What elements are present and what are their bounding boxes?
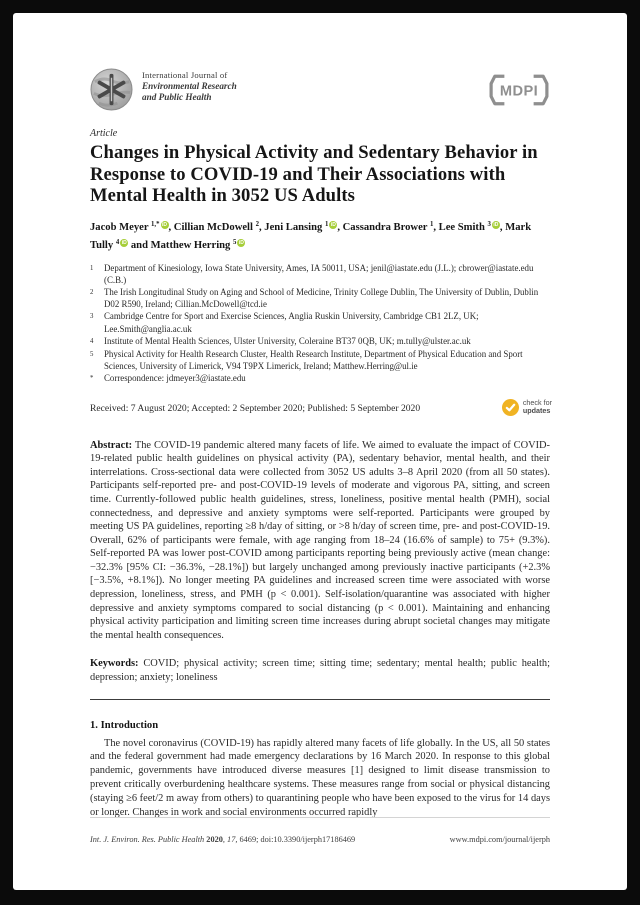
article-history: Received: 7 August 2020; Accepted: 2 September 2020; Published: 5 September 2020: [90, 402, 421, 414]
page-header: [90, 68, 550, 111]
affiliation-item: [90, 310, 550, 334]
check-icon: [502, 399, 519, 416]
author: Jeni Lansing $^1$ iD: [264, 220, 336, 233]
author: Mark Tully $^4$ iD: [90, 221, 532, 251]
footer-citation: [90, 835, 355, 844]
author-line: Jacob Meyer $^{1,*}$ iD , Cillian McDowell $^2$, Jeni Lansing $^1$ iD , Cassandra Brower $^1$, Lee Smith $^3$ iD , Mark Tully $^4$ iD and Matthew Herring $^5$ iD: [90, 220, 532, 251]
footer-citation-part: ,: [222, 835, 228, 844]
footer-citation-part: , 6469; doi:10.3390/ijerph17186469: [235, 835, 356, 844]
affiliation-marker: 5: [90, 350, 94, 358]
affiliation-text: Cambridge Centre for Sport and Exercise Sciences, Anglia Ruskin University, Cambridge CB1 2LZ, UK; Lee.Smith@anglia.ac.uk: [104, 311, 479, 334]
affiliation-item: [90, 262, 550, 286]
article-type-label: Article: [90, 128, 118, 139]
affiliation-text: Institute of Mental Health Sciences, Ulster University, Coleraine BT37 0QB, UK; m.tully@ulster.ac.uk: [104, 335, 471, 346]
check-for-updates-badge[interactable]: [502, 399, 552, 416]
affiliation-marker: 2: [90, 288, 94, 296]
article-title: Changes in Physical Activity and Sedentary Behavior in Response to COVID-19 and Their Associations with Mental Health in 3052 US Adults: [90, 142, 538, 206]
affiliation-text: Correspondence: jdmeyer3@iastate.edu: [104, 373, 246, 384]
svg-text:MDPI: MDPI: [499, 83, 539, 100]
author: Lee Smith $^3$ iD: [438, 220, 499, 233]
author: Matthew Herring $^5$ iD: [150, 238, 244, 251]
affiliation-list: [90, 262, 550, 386]
abstract: [90, 439, 550, 643]
orcid-icon[interactable]: iD: [162, 221, 167, 228]
abstract-label: Abstract:: [90, 439, 133, 451]
footer-citation-part: 17: [227, 835, 236, 844]
affiliation-marker: *: [90, 375, 94, 383]
affiliation-text: The Irish Longitudinal Study on Aging and School of Medicine, Trinity College Dublin, The University of Dublin, Dublin D02 R590, Ireland; Cillian.McDowell@tcd.ie: [104, 286, 539, 310]
page-footer: [90, 835, 550, 844]
affiliation-marker: 3: [90, 313, 94, 321]
journal-logo: [90, 68, 133, 111]
affiliation-text: Department of Kinesiology, Iowa State University, Ames, IA 50011, USA; jenil@iastate.edu (J.L.); cbrower@iastate.edu (C.B.): [104, 262, 534, 285]
journal-name-line1: International Journal of: [142, 70, 228, 80]
abstract-text: The COVID-19 pandemic altered many facets of life. We aimed to evaluate the impact of COVID-19-related public health guidelines on physical activity (PA), sedentary behavior, mental health, and their interrelations. Cross-sectional data were collected from 3052 US adults 3–8 April 2020 (from all 50 states). Participants self-reported pre- and post-COVID-19 levels of moderate and vigorous PA, sitting, and screen time. Currently-followed public health guidelines, stress, loneliness, positive mental health (PMH), social connectedness, and depressive and anxiety symptoms were self-reported. Participants were grouped by meeting US PA guidelines, reporting ≥8 h/day of sitting, or >8 h/day of screen time, pre- and post-COVID-19. Overall, 62% of participants were female, with age ranging from 18–24 (16.6% of sample) to 75+ (9.3%). Self-reported PA was lower post-COVID among participants reporting being previously active (mean change: −32.3% [95% CI: −36.3%, −28.1%]) but largely unchanged among previously inactive participants (+2.3% [−3.5%, +8.1%]). No longer meeting PA guidelines and increased screen time were associated with worse depression, loneliness, stress, and PMH (p < 0.001). Self-isolation/quarantine was associated with higher depressive and anxiety symptoms compared to social distancing (p < 0.001). Maintaining and enhancing physical activity participation and limiting screen time increases during abrupt societal changes may mitigate the mental health consequences.: [90, 439, 550, 641]
orcid-icon[interactable]: iD: [330, 221, 336, 228]
footer-citation-part: Int. J. Environ. Res. Public Health: [90, 835, 207, 844]
check-for-updates-label: check for updates: [522, 398, 552, 416]
journal-name-line2: Environmental Research: [142, 81, 237, 91]
affiliation-marker: 1: [90, 264, 94, 272]
orcid-icon[interactable]: iD: [121, 239, 127, 246]
mdpi-logo: [488, 74, 550, 106]
journal-name-line3: and Public Health: [142, 92, 212, 102]
footer-url[interactable]: www.mdpi.com/journal/ijerph: [449, 835, 550, 844]
article-page: [13, 13, 627, 890]
section-paragraph: The novel coronavirus (COVID-19) has rapidly altered many facets of life globally. In the US, all 50 states and the federal government had made emergency declarations by 16 March 2020. In response to this global pandemic, governments have introduced diverse measures [1] designed to limit disease transmission to prevent critically overburdening healthcare systems. These measures range from social or physical distancing (staying ≥6 feet/2 m away from others) to quarantining people who have been exposed to the virus for 14 days or longer. Changes in work and social environments occurred rapidly: [90, 737, 550, 818]
keywords-text: COVID; physical activity; screen time; sitting time; sedentary; mental health; public health; depression; anxiety; loneliness: [90, 658, 550, 684]
footer-citation-part: 2020: [206, 835, 223, 844]
section-divider: [90, 699, 550, 700]
affiliation-item: [90, 372, 550, 385]
affiliation-item: [90, 335, 550, 348]
orcid-icon[interactable]: iD: [238, 239, 244, 246]
author: Cillian McDowell $^2$: [173, 220, 259, 233]
footer-divider: [90, 817, 550, 818]
keywords: [90, 657, 550, 684]
article-history-row: [90, 398, 552, 417]
author: Jacob Meyer $^{1,*}$ iD: [90, 220, 167, 233]
affiliation-item: [90, 286, 550, 310]
author: Cassandra Brower $^1$: [342, 220, 434, 233]
section-heading: 1. Introduction: [90, 719, 159, 731]
keywords-label: Keywords:: [90, 658, 139, 670]
orcid-icon[interactable]: iD: [493, 221, 499, 228]
affiliation-item: [90, 348, 550, 372]
affiliation-marker: 4: [90, 337, 94, 345]
affiliation-text: Physical Activity for Health Research Cluster, Health Research Institute, Department of Physical Education and Sport Sciences, University of Limerick, V94 T9PX Limerick, Ireland; Matthew.Herring@ul.ie: [104, 348, 523, 372]
